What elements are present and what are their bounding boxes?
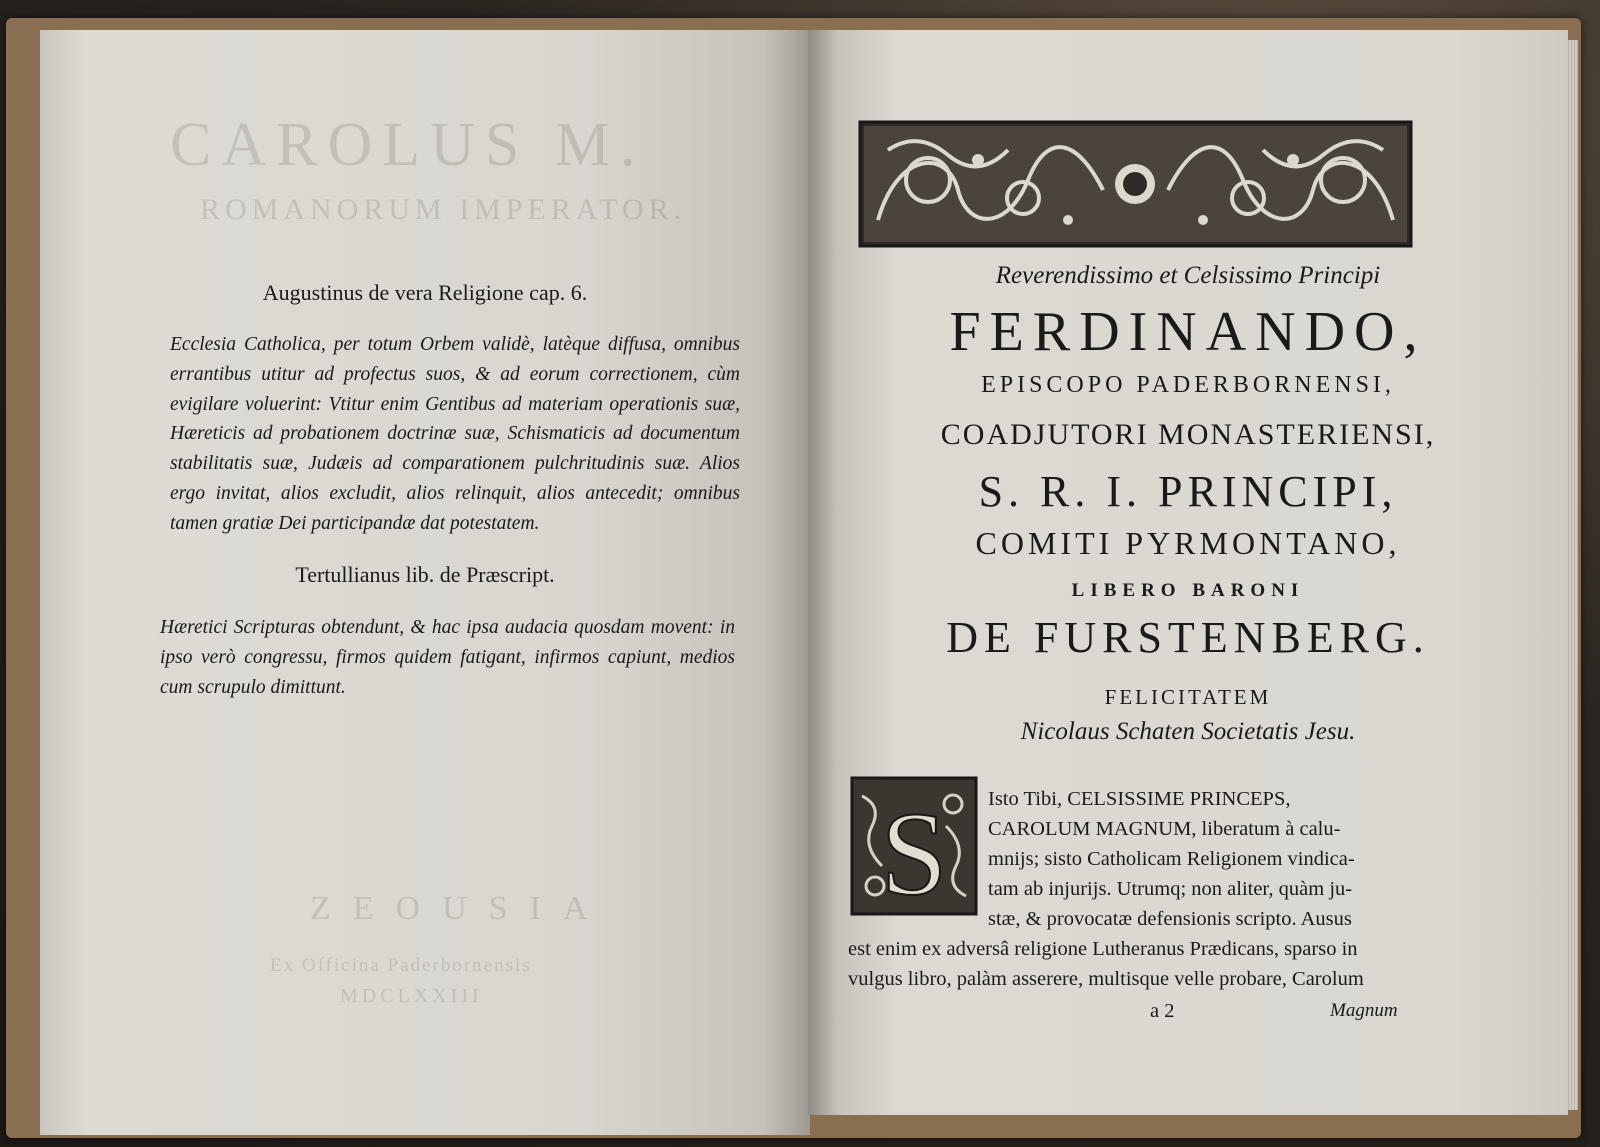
show-through-subtitle: ROMANORUM IMPERATOR. xyxy=(200,193,687,226)
dedicatee-name: FERDINANDO, xyxy=(949,301,1427,363)
show-through-publisher: Ex Officina Paderbornensis xyxy=(270,955,532,976)
citation-tertullianus: Tertullianus lib. de Præscript. xyxy=(295,562,555,587)
drop-cap-ornament xyxy=(850,776,978,916)
dedication-line: Reverendissimo et Celsissimo Principi xyxy=(995,262,1381,289)
signature-mark: a 2 xyxy=(1150,1000,1175,1022)
ornament-headpiece xyxy=(858,120,1413,248)
title-coadjutori: COADJUTORI MONASTERIENSI, xyxy=(940,418,1436,451)
quote-augustinus: Ecclesia Catholica, per totum Orbem validè, latèque diffusa, omnibus errantibus utitur ad profectus suos, & ad eorum correctionem, cùm evigilare voluerint: Vtitur enim Gentibus ad materiam operationis suæ, Hæreticis ad probationem doctrinæ suæ, Schismaticis ad documentum stabilitatis suæ, Judæis ad comparationem pulchritudinis suæ. Alios ergo invitat, alios excludit, alios relinquit, alios antecedit; omnibus tamen gratiæ Dei participandæ dat potestatem. xyxy=(170,334,740,534)
greeting: FELICITATEM xyxy=(1104,685,1272,709)
body-line-5: stæ, & provocatæ defensionis scripto. Ausus xyxy=(988,908,1352,930)
title-principi: S. R. I. PRINCIPI, xyxy=(978,467,1398,516)
body-line-6: est enim ex adversâ religione Lutheranus Prædicans, sparso in xyxy=(848,938,1358,960)
body-line-3: mnijs; sisto Catholicam Religionem vindica- xyxy=(988,848,1355,870)
title-comiti: COMITI PYRMONTANO, xyxy=(975,525,1401,561)
catchword: Magnum xyxy=(1330,1000,1398,1021)
body-line-7: vulgus libro, palàm asserere, multisque velle probare, Carolum xyxy=(848,968,1364,990)
body-line-2: CAROLUM MAGNUM, liberatum à calu- xyxy=(988,818,1341,840)
author-line: Nicolaus Schaten Societatis Jesu. xyxy=(1020,718,1356,745)
title-libero-baroni: LIBERO BARONI xyxy=(1071,580,1305,601)
citation-augustinus: Augustinus de vera Religione cap. 6. xyxy=(262,280,588,305)
show-through-title: CAROLUS M. xyxy=(170,111,646,179)
show-through-imprint: ZEOUSIA xyxy=(310,890,610,927)
family-name: DE FURSTENBERG. xyxy=(946,613,1430,662)
drop-cap-letter: S xyxy=(880,787,948,916)
show-through-year: MDCLXXIII xyxy=(340,985,483,1007)
quote-tertullianus: Hæretici Scripturas obtendunt, & hac ipsa audacia quosdam movent: in ipso verò congressu, firmos quidem fatigant, infirmos capiunt, medios cum scrupulo dimittunt. xyxy=(160,617,735,698)
body-line-1: Isto Tibi, CELSISSIME PRINCEPS, xyxy=(988,788,1291,810)
body-line-4: tam ab injurijs. Utrumq; non aliter, quàm ju- xyxy=(988,878,1353,900)
title-episcopo: EPISCOPO PADERBORNENSI, xyxy=(981,372,1395,398)
